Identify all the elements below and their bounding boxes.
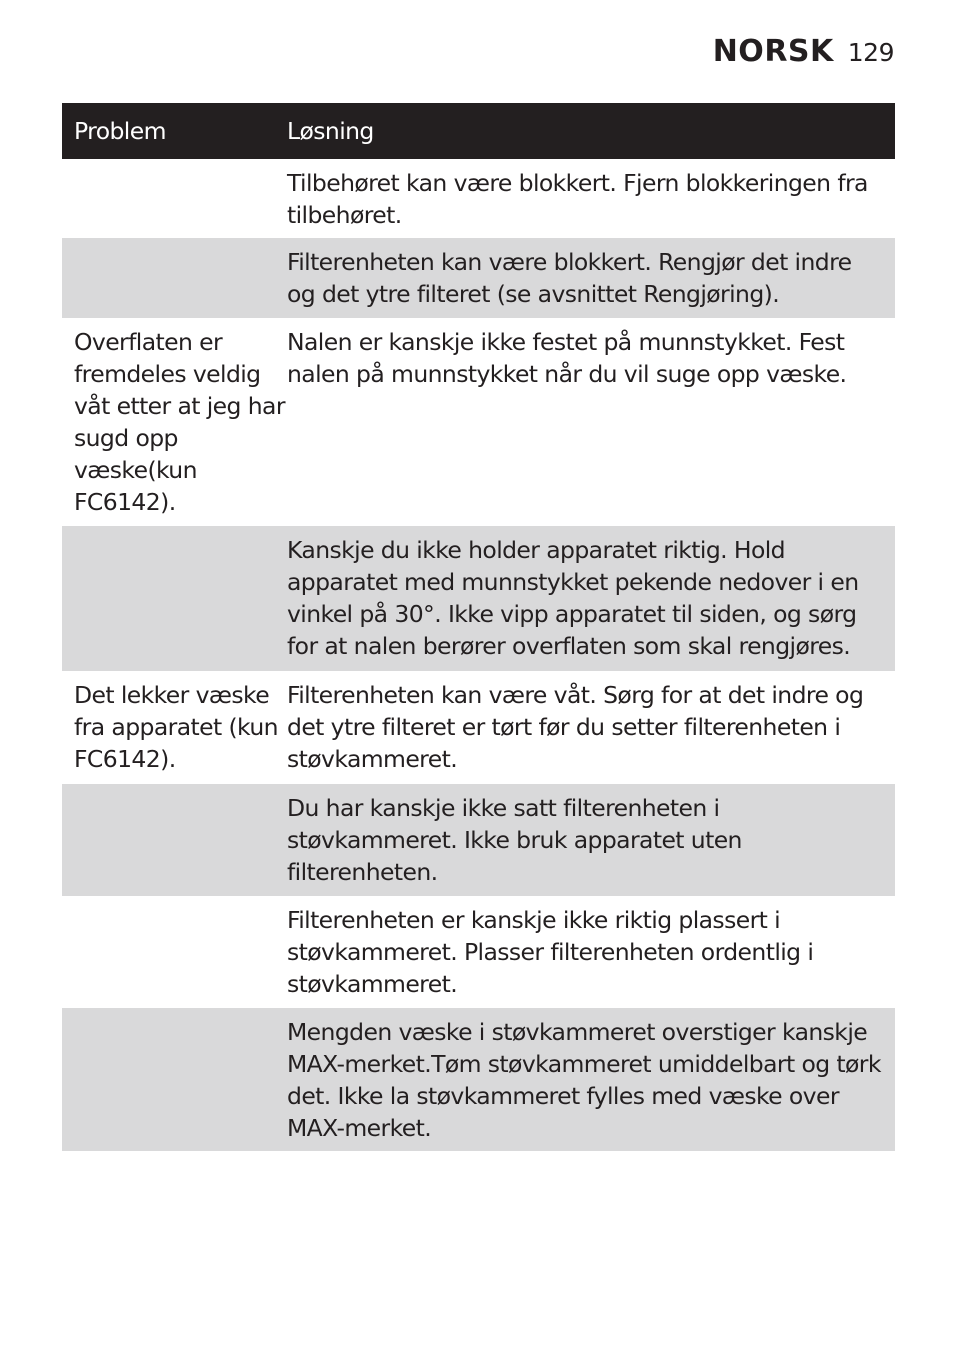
troubleshooting-table bbox=[62, 103, 895, 1151]
page-header bbox=[713, 34, 894, 69]
solution-cell: Filterenheten kan være våt. Sørg for at det indre og det ytre filteret er tørt før du setter filterenheten i støvkammeret. bbox=[287, 681, 864, 773]
table-header bbox=[62, 103, 895, 159]
table-row bbox=[62, 318, 895, 526]
table-row bbox=[62, 1008, 895, 1151]
solution-cell: Mengden væske i støvkammeret overstiger kanskje MAX-merket.Tøm støvkammeret umiddelbart og tørk det. Ikke la støvkammeret fylles med væske over MAX-merket. bbox=[287, 1018, 881, 1142]
problem-cell bbox=[62, 534, 287, 671]
solution-cell: Kanskje du ikke holder apparatet riktig. Hold apparatet med munnstykket pekende nedover i en vinkel på 30°. Ikke vipp apparatet til siden, og sørg for at nalen berører overflaten som skal rengjøres. bbox=[287, 536, 859, 660]
solution-cell: Filterenheten kan være blokkert. Rengjør det indre og det ytre filteret (se avsnittet Rengjøring). bbox=[287, 248, 852, 308]
page-number: 129 bbox=[847, 38, 894, 67]
language-label: NORSK bbox=[712, 34, 834, 69]
solution-cell: Du har kanskje ikke satt filterenheten i støvkammeret. Ikke bruk apparatet uten filterenheten. bbox=[287, 794, 742, 886]
table-row bbox=[62, 526, 895, 671]
problem-cell bbox=[62, 167, 287, 238]
table-row bbox=[62, 238, 895, 318]
solution-cell: Filterenheten er kanskje ikke riktig plassert i støvkammeret. Plasser filterenheten ordentlig i støvkammeret. bbox=[287, 906, 814, 998]
problem-cell bbox=[62, 792, 287, 896]
table-row bbox=[62, 896, 895, 1008]
table-row bbox=[62, 159, 895, 238]
column-header-problem: Problem bbox=[74, 117, 166, 145]
table-row bbox=[62, 784, 895, 896]
solution-cell: Nalen er kanskje ikke festet på munnstykket. Fest nalen på munnstykket når du vil suge opp væske. bbox=[287, 328, 847, 388]
solution-cell: Tilbehøret kan være blokkert. Fjern blokkeringen fra tilbehøret. bbox=[287, 169, 868, 229]
problem-cell: Overflaten er fremdeles veldig våt etter at jeg har sugd opp væske(kun FC6142). bbox=[74, 328, 285, 516]
column-header-solution: Løsning bbox=[287, 117, 374, 145]
problem-cell bbox=[62, 1016, 287, 1151]
problem-cell bbox=[62, 904, 287, 1008]
problem-cell bbox=[62, 246, 287, 318]
problem-cell: Det lekker væske fra apparatet (kun FC6142). bbox=[74, 681, 278, 773]
table-row bbox=[62, 671, 895, 784]
